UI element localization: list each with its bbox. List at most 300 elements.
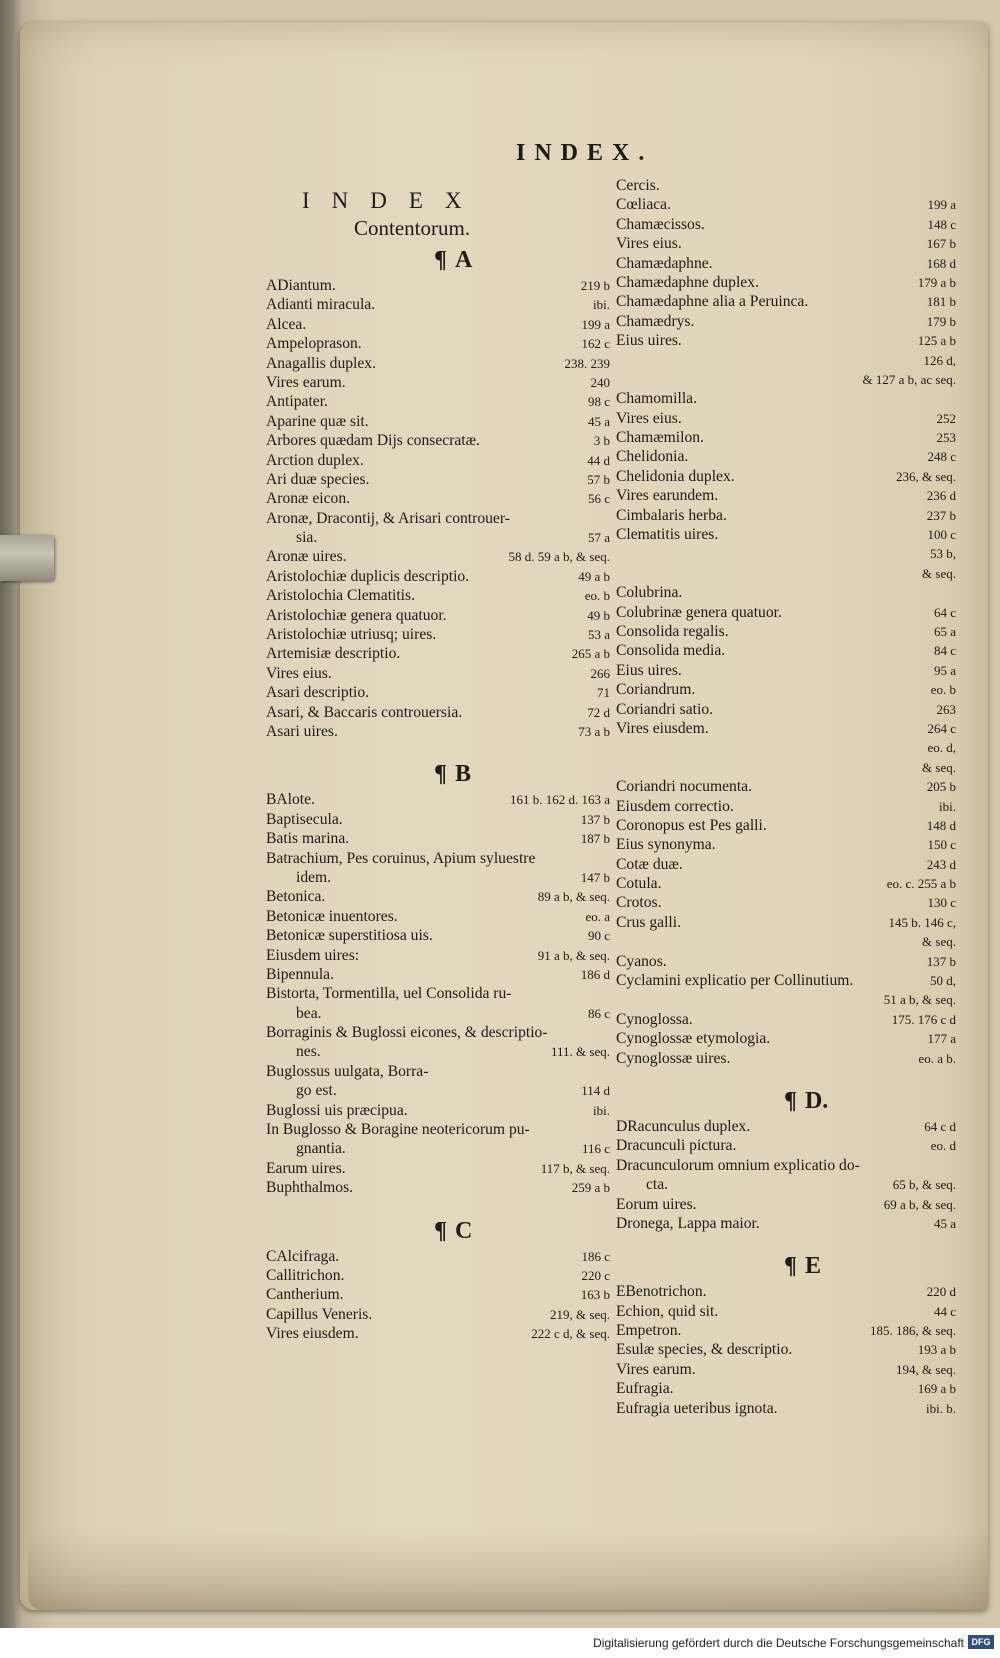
index-entry — [266, 1004, 610, 1023]
entry-term: Callitrichon. — [266, 1266, 345, 1284]
index-entry — [616, 1340, 956, 1359]
index-entry — [266, 625, 610, 644]
entry-term: Buglossi uis præcipua. — [266, 1101, 408, 1119]
index-entry — [266, 354, 610, 373]
entry-page-ref: & seq. — [922, 565, 956, 581]
pilcrow-icon: ¶ — [434, 247, 447, 273]
index-entry — [616, 816, 956, 835]
entry-page-ref: & 127 a b, ac seq. — [862, 371, 956, 387]
index-entry — [616, 1010, 956, 1029]
entry-page-ref: 53 b, — [930, 546, 956, 562]
entry-term: Chamædaphne duplex. — [616, 273, 759, 291]
entry-page-ref: ibi. b. — [926, 1400, 956, 1416]
entry-term: Aronæ, Dracontij, & Arisari controuer- — [266, 509, 510, 527]
entry-term: Bipennula. — [266, 965, 334, 983]
right-sections — [616, 1068, 956, 1418]
index-entry — [616, 1117, 956, 1136]
entry-page-ref: 167 b — [926, 236, 956, 252]
right-column — [616, 176, 956, 1418]
entry-term: Asari descriptio. — [266, 684, 370, 702]
entry-page-ref: 53 a — [587, 627, 610, 643]
entry-page-ref: 50 d, — [930, 973, 956, 989]
index-entry — [616, 1136, 956, 1155]
entry-page-ref: 194, & seq. — [896, 1361, 956, 1377]
entry-term: Batrachium, Pes coruinus, Apium syluestre — [266, 849, 536, 867]
index-entry — [616, 1360, 956, 1379]
index-entry — [616, 1282, 956, 1301]
entry-page-ref: 57 a — [587, 530, 610, 546]
entry-page-ref: 148 d — [926, 817, 956, 833]
index-entry — [616, 544, 956, 563]
entry-page-ref: 51 a b, & seq. — [883, 992, 956, 1008]
entry-term: Colubrina. — [616, 584, 683, 602]
entry-term: Chamædaphne. — [616, 254, 713, 272]
entry-term: Buphthalmos. — [266, 1179, 354, 1197]
entry-page-ref: 84 c — [933, 643, 956, 659]
index-entry — [616, 467, 956, 486]
entry-page-ref: 3 b — [593, 433, 610, 449]
entry-term: Crotos. — [616, 894, 662, 912]
entry-term: Eorum uires. — [616, 1195, 697, 1213]
index-title: INDEX — [302, 188, 484, 213]
entry-page-ref: 162 c — [581, 336, 610, 352]
entry-term: Chamæmilon. — [616, 429, 704, 447]
entry-term: sia. — [296, 529, 318, 547]
entry-term: Vires eius. — [616, 235, 682, 253]
entry-page-ref: 49 b — [587, 607, 610, 623]
entry-term: ADiantum. — [266, 277, 336, 294]
digitization-credit: Digitalisierung gefördert durch die Deutsche Forschungsgemeinschaft — [593, 1636, 964, 1650]
index-entry — [616, 1175, 956, 1194]
index-entry — [616, 835, 956, 854]
entry-term: Echion, quid sit. — [616, 1302, 719, 1320]
index-entry — [616, 680, 956, 699]
index-entry — [266, 1139, 610, 1158]
entry-term: Betonicæ inuentores. — [266, 907, 398, 925]
entry-term: Baptisecula. — [266, 810, 343, 828]
entry-term: Asari uires. — [266, 722, 338, 740]
index-entry — [616, 1029, 956, 1048]
entry-term: Dracunculi pictura. — [616, 1137, 737, 1155]
entry-term: Consolida media. — [616, 642, 726, 660]
footer-bar — [0, 1628, 1000, 1658]
entry-page-ref: 179 a b — [917, 274, 956, 290]
entry-term: Crus galli. — [616, 913, 681, 931]
index-entry — [616, 797, 956, 816]
index-entry — [266, 1178, 610, 1197]
entry-page-ref: 130 c — [927, 895, 956, 911]
index-entry — [616, 525, 956, 544]
entry-term: Cyclamini explicatio per Collinutium. — [616, 972, 854, 990]
entry-page-ref: 248 c — [927, 449, 956, 465]
index-entry — [616, 312, 956, 331]
entry-term: cta. — [646, 1176, 669, 1194]
entry-term: Chamæcissos. — [616, 215, 705, 233]
entry-term: Cotula. — [616, 875, 662, 893]
entry-page-ref: eo. a — [585, 908, 610, 924]
index-entry — [266, 547, 610, 566]
index-entry — [616, 447, 956, 466]
entry-term: bea. — [296, 1004, 322, 1022]
entry-page-ref: 114 d — [581, 1083, 610, 1099]
index-entry — [616, 370, 956, 389]
entry-page-ref: 186 c — [581, 1248, 610, 1264]
entry-term: Aristolochiæ genera quatuor. — [266, 606, 447, 624]
entry-term: idem. — [296, 868, 332, 886]
section-gap — [266, 1198, 610, 1212]
entry-term: go est. — [296, 1082, 337, 1100]
index-entry — [616, 971, 956, 990]
index-entry — [616, 913, 956, 932]
index-entry — [266, 1305, 610, 1324]
index-entry — [616, 603, 956, 622]
index-entry — [616, 1321, 956, 1340]
index-entry — [616, 700, 956, 719]
entry-term: Batis marina. — [266, 830, 350, 848]
entry-page-ref: 199 a — [581, 316, 610, 332]
index-entry — [616, 564, 956, 583]
index-entry — [616, 389, 956, 408]
index-entry — [266, 683, 610, 702]
entry-page-ref: 98 c — [587, 394, 610, 410]
entry-page-ref: 205 b — [926, 779, 956, 795]
section-gap — [616, 1068, 956, 1082]
entry-term: Chamomilla. — [616, 390, 697, 408]
index-entry — [266, 373, 610, 392]
index-entry — [616, 215, 956, 234]
index-entry — [266, 1042, 610, 1061]
index-entry — [616, 409, 956, 428]
entry-term: Dronega, Lappa maior. — [616, 1214, 760, 1232]
section-heading — [266, 1218, 610, 1245]
index-entry — [616, 583, 956, 602]
entry-page-ref: 45 a — [933, 1215, 956, 1231]
entry-term: nes. — [296, 1043, 321, 1061]
entry-term: Coriandri satio. — [616, 700, 714, 718]
index-entry — [266, 1159, 610, 1178]
entry-page-ref: & seq. — [922, 934, 956, 950]
index-entry — [266, 1062, 610, 1081]
entry-term: Capillus Veneris. — [266, 1305, 373, 1323]
entry-page-ref: 222 c d, & seq. — [531, 1326, 610, 1342]
index-entry — [266, 1120, 610, 1139]
entry-term: Bistorta, Tormentilla, uel Consolida ru- — [266, 985, 512, 1003]
entry-page-ref: 169 a b — [917, 1381, 956, 1397]
entry-term: Aparine quæ sit. — [266, 412, 369, 430]
index-entry — [266, 644, 610, 663]
entry-term: Ari duæ species. — [266, 470, 370, 488]
index-entry — [266, 334, 610, 353]
entry-page-ref: 237 b — [926, 507, 956, 523]
page-edge — [28, 1530, 988, 1610]
entry-term: Eiusdem uires: — [266, 946, 360, 964]
entry-term: BAlote. — [266, 791, 315, 809]
pilcrow-icon: ¶ — [784, 1087, 797, 1114]
entry-term: Consolida regalis. — [616, 622, 729, 640]
entry-term: Cynoglossa. — [616, 1010, 693, 1028]
entry-page-ref: 64 c — [933, 604, 956, 620]
entry-page-ref: 126 d, — [923, 352, 956, 368]
entry-page-ref: 95 a — [933, 662, 956, 678]
section-heading — [616, 1253, 956, 1280]
pilcrow-icon: ¶ — [434, 1217, 447, 1244]
entry-page-ref: 263 — [936, 701, 956, 717]
entry-page-ref: 137 b — [580, 811, 610, 827]
index-entry — [266, 907, 610, 926]
entry-page-ref: 265 a b — [571, 646, 610, 662]
entry-term: Eius synonyma. — [616, 836, 716, 854]
index-entry — [616, 428, 956, 447]
entry-term: Clematitis uires. — [616, 526, 719, 544]
index-entry — [616, 1049, 956, 1068]
index-entry — [616, 952, 956, 971]
entry-term: Chamædrys. — [616, 312, 695, 330]
entry-page-ref: 90 c — [587, 928, 610, 944]
entry-term: Esulæ species, & descriptio. — [616, 1341, 793, 1359]
entry-term: Buglossus uulgata, Borra- — [266, 1062, 429, 1080]
index-entry — [616, 738, 956, 757]
entry-page-ref: 199 a — [927, 197, 956, 213]
index-entry — [616, 777, 956, 796]
entry-page-ref: 252 — [936, 410, 956, 426]
entry-term: Dracunculorum omnium explicatio do- — [616, 1156, 860, 1174]
index-entry — [266, 412, 610, 431]
running-head: INDEX. — [516, 140, 654, 166]
index-entry — [266, 509, 610, 528]
index-entry — [266, 1285, 610, 1304]
index-entry — [266, 946, 610, 965]
entry-term: Coriandrum. — [616, 681, 696, 699]
entry-page-ref: 238. 239 — [564, 355, 610, 371]
index-entry — [266, 567, 610, 586]
entry-term: Asari, & Baccaris controuersia. — [266, 703, 463, 721]
entry-term: Cotæ duæ. — [616, 855, 683, 873]
dfg-logo: DFG — [968, 1635, 994, 1649]
entry-term: Eiusdem correctio. — [616, 797, 734, 815]
index-entry — [266, 984, 610, 1003]
entry-page-ref: eo. b — [584, 588, 610, 604]
entry-page-ref: & seq. — [922, 759, 956, 775]
index-entry — [266, 790, 610, 809]
entry-term: Cantherium. — [266, 1286, 344, 1304]
entry-term: Anagallis duplex. — [266, 354, 377, 372]
entry-page-ref: 56 c — [587, 491, 610, 507]
index-entry — [616, 893, 956, 912]
entry-page-ref: eo. d, — [927, 740, 956, 756]
entry-page-ref: 117 b, & seq. — [540, 1160, 610, 1176]
entry-term: Cynoglossæ uires. — [616, 1049, 731, 1067]
section-gap — [616, 1233, 956, 1247]
section-letter: A — [454, 247, 473, 273]
entry-page-ref: 264 c — [927, 720, 956, 736]
entry-term: Eufragia. — [616, 1380, 674, 1398]
entry-page-ref: 72 d — [587, 704, 610, 720]
index-entry — [266, 664, 610, 683]
entry-term: gnantia. — [296, 1140, 346, 1158]
index-entry — [266, 1081, 610, 1100]
section-letter: C — [454, 1217, 473, 1244]
section-letter: D. — [804, 1087, 829, 1114]
entry-page-ref: 148 c — [927, 216, 956, 232]
entry-page-ref: eo. c. 255 a b — [886, 876, 956, 892]
entry-term: EBenotrichon. — [616, 1283, 707, 1301]
entry-term: Cynoglossæ etymologia. — [616, 1030, 771, 1048]
entry-page-ref: 125 a b — [917, 333, 956, 349]
entry-page-ref: 266 — [590, 665, 610, 681]
index-entry — [616, 1156, 956, 1175]
index-entry — [616, 351, 956, 370]
entry-page-ref: 236 d — [926, 488, 956, 504]
left-sections — [266, 247, 610, 1344]
entry-term: Aronæ eicon. — [266, 490, 351, 508]
index-entry — [266, 451, 610, 470]
entry-term: Alcea. — [266, 315, 307, 333]
index-entry — [616, 932, 956, 951]
entry-term: Antipater. — [266, 393, 328, 411]
entry-term: Aristolochia Clematitis. — [266, 587, 415, 605]
entry-page-ref: eo. a b. — [918, 1050, 956, 1066]
index-entry — [266, 470, 610, 489]
index-entry — [616, 990, 956, 1009]
index-entry — [266, 868, 610, 887]
entry-page-ref: 71 — [597, 685, 610, 701]
entry-page-ref: 161 b. 162 d. 163 a — [509, 792, 610, 808]
index-entry — [616, 622, 956, 641]
entry-page-ref: 150 c — [927, 837, 956, 853]
entry-term: Vires eiusdem. — [266, 1325, 359, 1343]
index-entry — [266, 489, 610, 508]
entry-page-ref: 65 a — [933, 623, 956, 639]
entry-page-ref: 111. & seq. — [551, 1044, 610, 1060]
index-entry — [616, 506, 956, 525]
index-entry — [266, 703, 610, 722]
index-entry — [616, 331, 956, 350]
index-entry — [266, 295, 610, 314]
entry-term: Eius uires. — [616, 332, 682, 350]
index-entry — [266, 1266, 610, 1285]
entry-page-ref: 187 b — [580, 831, 610, 847]
index-subtitle: Contentorum. — [354, 216, 471, 240]
entry-term: Betonicæ superstitiosa uis. — [266, 927, 433, 945]
section-heading — [266, 761, 610, 788]
entry-page-ref: 49 a b — [578, 568, 610, 584]
entry-page-ref: 89 a b, & seq. — [537, 889, 610, 905]
entry-term: Aristolochiæ duplicis descriptio. — [266, 567, 470, 585]
index-entry — [266, 276, 610, 295]
index-entry — [616, 195, 956, 214]
entry-term: Vires earum. — [266, 373, 346, 391]
entry-term: Eius uires. — [616, 661, 682, 679]
index-entry — [616, 1214, 956, 1233]
entry-page-ref: 243 d — [926, 856, 956, 872]
entry-page-ref: 185. 186, & seq. — [870, 1323, 956, 1339]
index-entry — [266, 606, 610, 625]
entry-page-ref: 220 c — [581, 1267, 610, 1283]
entry-page-ref: 186 d — [580, 966, 610, 982]
entry-page-ref: 147 b — [580, 869, 610, 885]
entry-term: Vires eius. — [266, 664, 332, 682]
right-entries — [616, 176, 956, 1068]
entry-term: Cercis. — [616, 177, 660, 194]
entry-page-ref: 64 c d — [924, 1118, 956, 1134]
index-entry — [616, 1195, 956, 1214]
left-column — [266, 180, 610, 1344]
entry-page-ref: 69 a b, & seq. — [883, 1196, 956, 1212]
entry-page-ref: 137 b — [926, 953, 956, 969]
section-letter: E — [804, 1253, 821, 1280]
index-entry — [266, 528, 610, 547]
entry-page-ref: 179 b — [926, 313, 956, 329]
entry-term: Earum uires. — [266, 1159, 346, 1177]
index-entry — [266, 431, 610, 450]
entry-page-ref: 73 a b — [578, 723, 610, 739]
index-entry — [616, 1399, 956, 1418]
index-entry — [266, 1101, 610, 1120]
entry-term: CAlcifraga. — [266, 1247, 340, 1265]
index-entry — [266, 965, 610, 984]
entry-page-ref: 65 b, & seq. — [892, 1177, 956, 1193]
entry-page-ref: 145 b. 146 c, — [888, 914, 956, 930]
entry-page-ref: 219, & seq. — [550, 1306, 610, 1322]
entry-page-ref: 57 b — [587, 471, 610, 487]
entry-term: Ampeloprason. — [266, 335, 362, 353]
entry-term: Eufragia ueteribus ignota. — [616, 1399, 778, 1417]
index-entry — [266, 829, 610, 848]
entry-term: Vires earundem. — [616, 487, 719, 505]
entry-page-ref: 91 a b, & seq. — [537, 947, 610, 963]
entry-page-ref: 44 d — [587, 452, 610, 468]
entry-term: Chelidonia duplex. — [616, 467, 735, 485]
section-heading — [266, 247, 610, 274]
index-entry — [616, 1302, 956, 1321]
index-entry — [616, 719, 956, 738]
entry-page-ref: ibi. — [593, 297, 610, 313]
index-entry — [616, 641, 956, 660]
index-entry — [266, 315, 610, 334]
section-heading — [616, 1088, 956, 1115]
entry-page-ref: 100 c — [927, 527, 956, 543]
entry-page-ref: 163 b — [580, 1287, 610, 1303]
entry-term: In Buglosso & Boragine neotericorum pu- — [266, 1121, 530, 1139]
entry-term: Colubrinæ genera quatuor. — [616, 603, 782, 621]
entry-term: Chamædaphne alia a Peruinca. — [616, 293, 809, 311]
index-entry — [616, 254, 956, 273]
index-entry — [616, 273, 956, 292]
index-entry — [266, 926, 610, 945]
entry-page-ref: 181 b — [926, 294, 956, 310]
section-gap — [266, 741, 610, 755]
entry-term: DRacunculus duplex. — [616, 1117, 751, 1135]
entry-page-ref: 177 a — [927, 1031, 956, 1047]
entry-term: Coronopus est Pes galli. — [616, 816, 767, 834]
entry-term: Adianti miracula. — [266, 296, 376, 314]
entry-page-ref: 116 c — [581, 1141, 610, 1157]
index-entry — [616, 486, 956, 505]
pilcrow-icon: ¶ — [434, 761, 447, 788]
index-entry — [266, 1023, 610, 1042]
entry-term: Chelidonia. — [616, 448, 689, 466]
entry-page-ref: 58 d. 59 a b, & seq. — [508, 549, 610, 565]
entry-page-ref: 175. 176 c d — [891, 1011, 956, 1027]
index-entry — [616, 234, 956, 253]
index-entry — [616, 758, 956, 777]
entry-page-ref: eo. b — [930, 682, 956, 698]
entry-term: Arbores quædam Dijs consecratæ. — [266, 432, 480, 450]
entry-term: Borraginis & Buglossi eicones, & descriptio- — [266, 1024, 548, 1042]
index-entry — [266, 849, 610, 868]
entry-term: Empetron. — [616, 1322, 682, 1340]
entry-term: Aronæ uires. — [266, 548, 347, 566]
